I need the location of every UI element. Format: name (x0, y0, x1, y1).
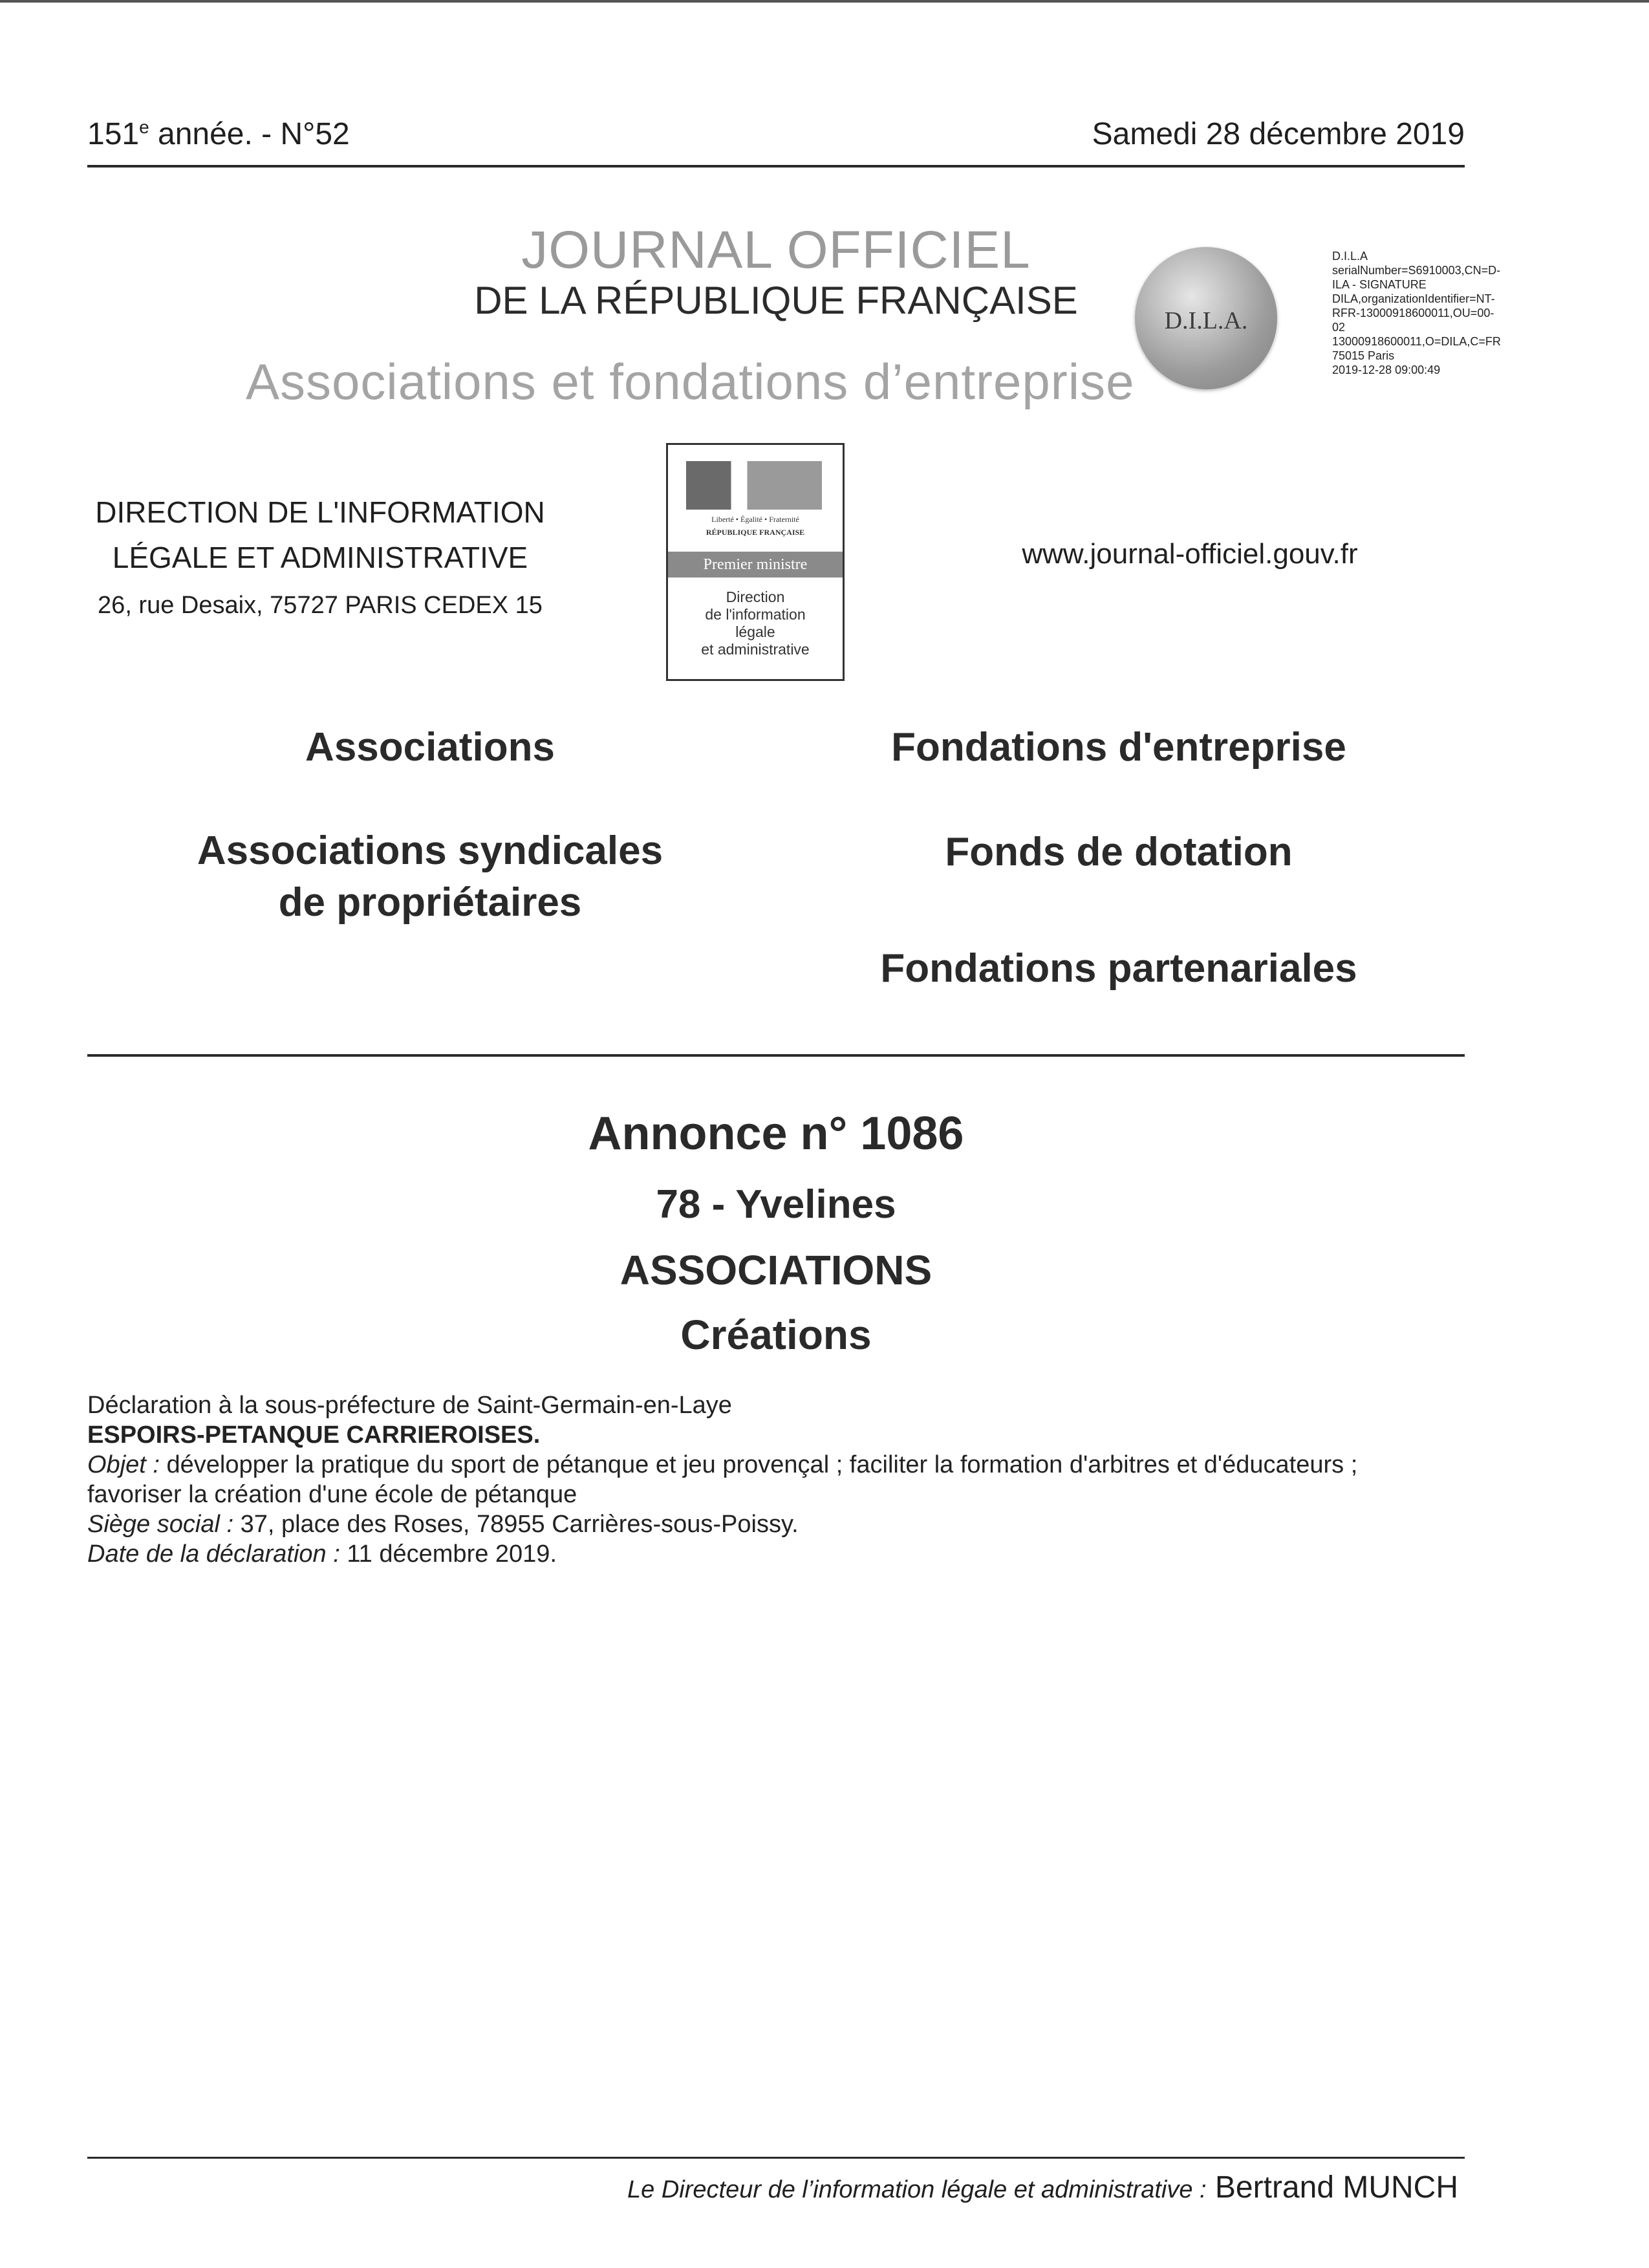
seat-line: Siège social : 37, place des Roses, 78955 Carrières-sous-Poissy. (87, 1511, 799, 1538)
header-rule (87, 165, 1465, 167)
association-name: ESPOIRS-PETANQUE CARRIEROISES. (87, 1421, 541, 1449)
announcement-department: 78 - Yvelines (656, 1182, 896, 1227)
seal-label: D.I.L.A. (1164, 307, 1248, 334)
declaration-line: Déclaration à la sous-préfecture de Saint-Germain-en-Laye (87, 1392, 732, 1419)
category-associations: Associations (305, 725, 555, 770)
marianne-icon (686, 461, 822, 510)
section-title: Associations et fondations d’entreprise (246, 353, 1135, 410)
publisher-line-1: DIRECTION DE L'INFORMATION (95, 495, 545, 529)
issue-date: Samedi 28 décembre 2019 (1092, 117, 1465, 151)
journal-title: JOURNAL OFFICIEL (521, 221, 1031, 279)
date-line: Date de la déclaration : 11 décembre 2019. (87, 1540, 557, 1568)
journal-subtitle: DE LA RÉPUBLIQUE FRANÇAISE (474, 279, 1078, 322)
section-rule (87, 1054, 1465, 1057)
announcement-number: Annonce n° 1086 (588, 1108, 964, 1160)
announcement-body (87, 1390, 1510, 1569)
logo-ministry: Premier ministre (668, 552, 843, 578)
scan-edge (0, 0, 1649, 3)
issue-number: 151e année. - N°52 (87, 117, 350, 151)
announcement-type: ASSOCIATIONS (620, 1247, 932, 1293)
website-link[interactable]: www.journal-officiel.gouv.fr (1022, 538, 1358, 570)
logo-republic: RÉPUBLIQUE FRANÇAISE (706, 528, 805, 537)
announcement-subtype: Créations (680, 1312, 872, 1358)
object-line-2: favoriser la création d'une école de pétanque (87, 1481, 577, 1508)
director-signature: Le Directeur de l’information légale et administrative : Bertrand MUNCH (627, 2170, 1458, 2205)
object-line: Objet : développer la pratique du sport de pétanque et jeu provençal ; faciliter la formation d'arbitres et d'éducateurs ; (87, 1451, 1358, 1478)
category-fondations-entreprise: Fondations d'entreprise (891, 725, 1346, 770)
logo-direction: Direction de l'information légale et administrative (701, 589, 810, 658)
publisher-address: 26, rue Desaix, 75727 PARIS CEDEX 15 (98, 592, 543, 619)
logo-motto: Liberté • Égalité • Fraternité (711, 515, 799, 524)
premier-ministre-logo (666, 443, 845, 681)
footer-rule (87, 2157, 1465, 2159)
digital-signature: D.I.L.A serialNumber=S6910003,CN=D- ILA - SIGNATURE DILA,organizationIdentifier=NT- RFR-13000918600011,OU=00- 02 13000918600011,O=DILA,C=FR 75015 Paris 2019-12-28 09:00:49 (1332, 250, 1501, 376)
dila-seal (1135, 247, 1277, 389)
category-associations-syndicales: Associations syndicales (197, 828, 663, 873)
category-de-proprietaires: de propriétaires (278, 880, 582, 925)
publisher-line-2: LÉGALE ET ADMINISTRATIVE (112, 541, 528, 574)
section-title-clip (246, 352, 1274, 424)
category-fondations-partenariales: Fondations partenariales (880, 946, 1357, 991)
category-fonds-dotation: Fonds de dotation (945, 830, 1293, 874)
